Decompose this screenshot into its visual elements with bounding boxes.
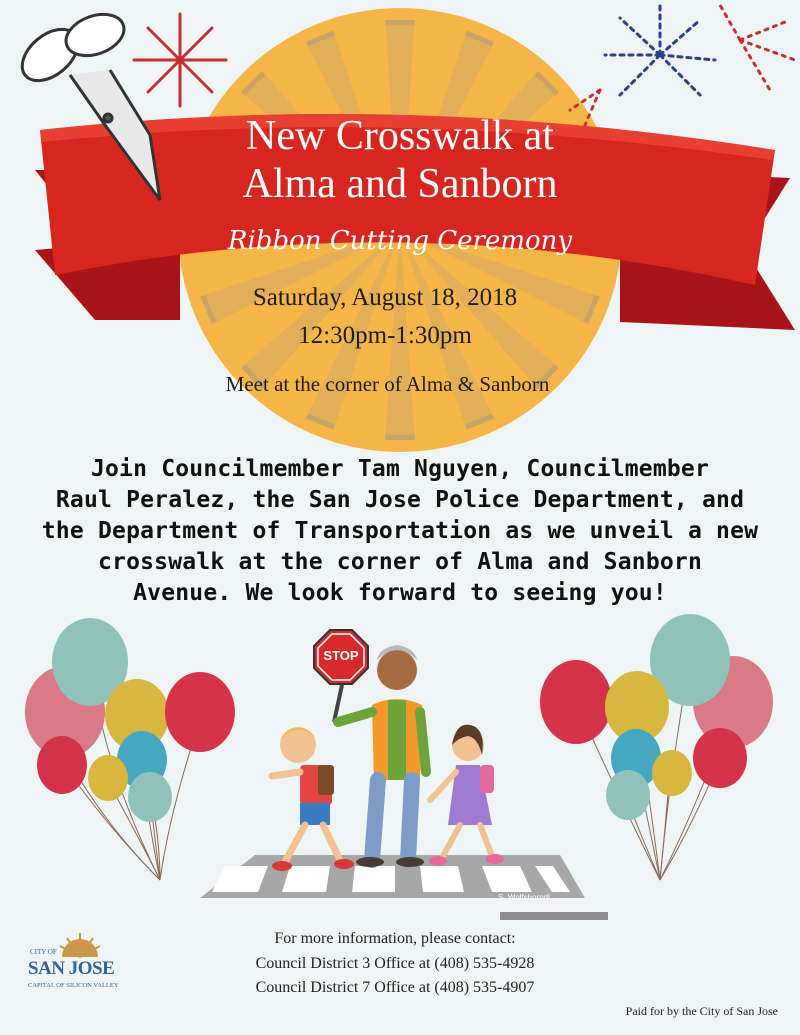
boy-figure [272, 727, 354, 871]
event-title-line2: Alma and Sanborn [242, 161, 558, 207]
logo-tagline: CAPITAL OF SILICON VALLEY [28, 982, 119, 989]
paid-for-notice: Paid for by the City of San Jose [625, 1004, 778, 1018]
event-date: Saturday, August 18, 2018 [252, 284, 518, 311]
balloons-right-icon [540, 614, 773, 880]
invitation-line: crosswalk at the corner of Alma and Sanborn [97, 549, 703, 575]
stop-sign-label: STOP [323, 648, 359, 663]
crosswalk-illustration [200, 630, 608, 920]
event-time: 12:30pm-1:30pm [298, 322, 472, 349]
logo-city-of: CITY OF [30, 948, 57, 956]
logo-name: SAN JOSE [28, 958, 115, 979]
balloons-left-icon [25, 618, 235, 880]
invitation-line: the Department of Transportation as we unveil a new [41, 518, 759, 544]
event-title-line1: New Crosswalk at [246, 113, 554, 159]
event-meet-location: Meet at the corner of Alma & Sanborn [225, 372, 550, 396]
invitation-line: Join Councilmember Tam Nguyen, Councilmember [90, 456, 710, 482]
contact-district-3: Council District 3 Office at (408) 535-4928 [255, 955, 535, 972]
invitation-body [10, 454, 790, 609]
stop-sign-icon [314, 630, 368, 722]
contact-district-7: Council District 7 Office at (408) 535-4907 [255, 979, 535, 996]
invitation-line: Avenue. We look forward to seeing you! [133, 580, 667, 606]
contact-heading: For more information, please contact: [274, 930, 516, 947]
event-subtitle: Ribbon Cutting Ceremony [227, 226, 573, 256]
artist-credit: S. Wolfshorndl [498, 893, 550, 902]
invitation-line: Raul Peralez, the San Jose Police Department, and [55, 487, 745, 513]
girl-figure [429, 725, 504, 866]
